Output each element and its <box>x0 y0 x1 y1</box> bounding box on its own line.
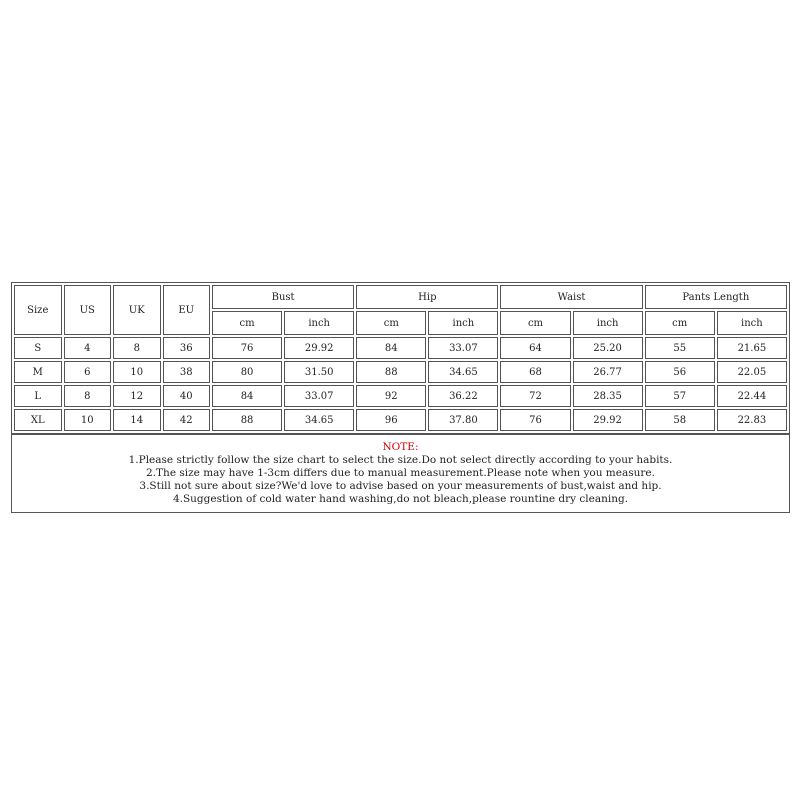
note-line: 1.Please strictly follow the size chart to select the size.Do not select directly according to your habits. <box>128 454 673 466</box>
table-cell: 29.92 <box>573 409 643 431</box>
table-cell: 55 <box>645 337 715 359</box>
header-size: Size <box>14 285 62 335</box>
table-cell: M <box>14 361 62 383</box>
unit-header: cm <box>500 311 570 335</box>
table-cell: 10 <box>113 361 161 383</box>
table-cell: 31.50 <box>284 361 354 383</box>
table-cell: 64 <box>500 337 570 359</box>
table-row <box>14 337 787 359</box>
table-cell: 57 <box>645 385 715 407</box>
table-cell: 42 <box>163 409 211 431</box>
table-cell: 33.07 <box>428 337 498 359</box>
table-cell: 84 <box>212 385 282 407</box>
table-row <box>14 385 787 407</box>
table-cell: 36.22 <box>428 385 498 407</box>
notes-box <box>11 434 790 513</box>
table-cell: 76 <box>212 337 282 359</box>
table-cell: 22.05 <box>717 361 787 383</box>
unit-header: inch <box>284 311 354 335</box>
table-cell: 88 <box>212 409 282 431</box>
unit-header: cm <box>645 311 715 335</box>
table-cell: 88 <box>356 361 426 383</box>
header-uk: UK <box>113 285 161 335</box>
table-row <box>14 409 787 431</box>
table-cell: L <box>14 385 62 407</box>
table-cell: 12 <box>113 385 161 407</box>
table-cell: 25.20 <box>573 337 643 359</box>
table-cell: S <box>14 337 62 359</box>
table-cell: 26.77 <box>573 361 643 383</box>
table-cell: 68 <box>500 361 570 383</box>
table-cell: 84 <box>356 337 426 359</box>
table-cell: 72 <box>500 385 570 407</box>
note-line: 2.The size may have 1-3cm differs due to manual measurement.Please note when you measure. <box>146 467 655 479</box>
table-cell: 14 <box>113 409 161 431</box>
table-cell: 6 <box>64 361 112 383</box>
unit-header: inch <box>717 311 787 335</box>
table-cell: 80 <box>212 361 282 383</box>
header-waist: Waist <box>500 285 642 309</box>
table-cell: 76 <box>500 409 570 431</box>
table-cell: 21.65 <box>717 337 787 359</box>
unit-header: cm <box>356 311 426 335</box>
table-cell: 8 <box>113 337 161 359</box>
note-title: NOTE: <box>382 441 419 453</box>
table-cell: 33.07 <box>284 385 354 407</box>
unit-header: inch <box>573 311 643 335</box>
table-cell: 22.44 <box>717 385 787 407</box>
table-cell: 29.92 <box>284 337 354 359</box>
table-cell: 34.65 <box>284 409 354 431</box>
table-cell: 92 <box>356 385 426 407</box>
header-hip: Hip <box>356 285 498 309</box>
table-cell: XL <box>14 409 62 431</box>
header-bust: Bust <box>212 285 354 309</box>
header-pants-length: Pants Length <box>645 285 787 309</box>
table-cell: 37.80 <box>428 409 498 431</box>
table-cell: 34.65 <box>428 361 498 383</box>
note-line: 4.Suggestion of cold water hand washing,do not bleach,please rountine dry cleaning. <box>172 493 629 505</box>
unit-header: cm <box>212 311 282 335</box>
table-cell: 4 <box>64 337 112 359</box>
table-cell: 28.35 <box>573 385 643 407</box>
table-cell: 58 <box>645 409 715 431</box>
table-cell: 10 <box>64 409 112 431</box>
header-eu: EU <box>163 285 211 335</box>
header-us: US <box>64 285 112 335</box>
size-table <box>11 282 790 434</box>
table-cell: 22.83 <box>717 409 787 431</box>
table-cell: 56 <box>645 361 715 383</box>
table-cell: 40 <box>163 385 211 407</box>
table-cell: 96 <box>356 409 426 431</box>
table-row <box>14 361 787 383</box>
note-line: 3.Still not sure about size?We'd love to advise based on your measurements of bust,waist and hip. <box>139 480 662 492</box>
table-cell: 38 <box>163 361 211 383</box>
table-cell: 36 <box>163 337 211 359</box>
size-chart <box>11 282 790 513</box>
table-cell: 8 <box>64 385 112 407</box>
unit-header: inch <box>428 311 498 335</box>
